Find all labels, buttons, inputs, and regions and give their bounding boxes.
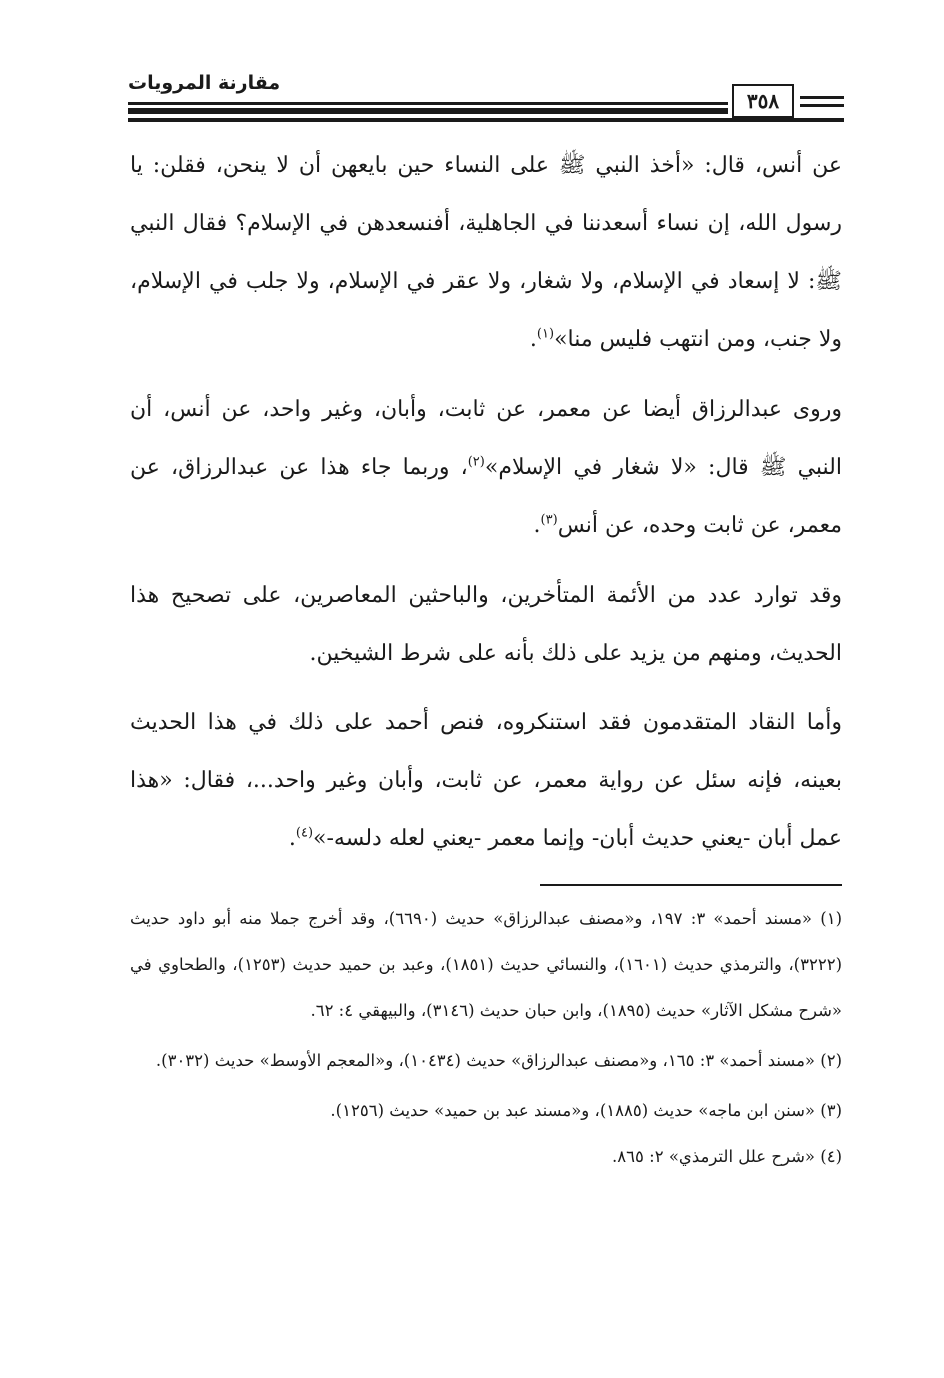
- footnote-ref: (٤): [295, 825, 314, 841]
- paragraph: [130, 137, 842, 369]
- header-rule: [128, 108, 728, 114]
- footnote: (٢) «مسند أحمد» ٣: ١٦٥، و«مصنف عبدالرزاق» حديث (١٠٤٣٤)، و«المعجم الأوسط» حديث (٣٠٣٢).: [155, 1051, 842, 1070]
- paragraph-text: عن أنس، قال: «أخذ النبي ﷺ على النساء حين بايعهن أن لا ينحن، فقلن: يا رسول الله، إن نساء أسعدننا في الجاهلية، أفنسعدهن في الإسلام؟ فقال النبي ﷺ: لا إسعاد في الإسلام، ولا شغار، ولا عقر في الإسلام، ولا جلب في الإسلام، ولا جنب، ومن انتهب فليس منا»: [130, 153, 842, 352]
- footnote-ref: (٣): [540, 512, 558, 528]
- paragraph: [130, 381, 842, 555]
- paragraph-end: .: [529, 327, 537, 352]
- footnote-ref: (١): [536, 326, 555, 342]
- paragraph-end: .: [288, 826, 296, 851]
- footnotes: [130, 896, 842, 1180]
- header-rule: [128, 118, 844, 122]
- footnote-separator: [540, 884, 842, 886]
- header-rule: [800, 96, 844, 99]
- header-rule: [128, 102, 728, 105]
- paragraph-text: ، وربما جاء هذا عن عبدالرزاق، عن معمر، عن ثابت وحده، عن أنس: [130, 455, 842, 538]
- footnote: (٤) «شرح علل الترمذي» ٢: ٨٦٥.: [612, 1147, 842, 1166]
- footnote: (١) «مسند أحمد» ٣: ١٩٧، و«مصنف عبدالرزاق» حديث (٦٦٩٠)، وقد أخرج جملا منه أبو داود حديث (٣٢٢٢)، والترمذي حديث (١٦٠١)، والنسائي حديث (١٨٥١)، وعبد بن حميد حديث (١٢٥٣)، والطحاوي في «شرح مشكل الآثار» حديث (١٨٩٥)، وابن حبان حديث (٣١٤٦)، والبيهقي ٤: ٦٢.: [130, 909, 842, 1020]
- page-header: [128, 68, 844, 126]
- paragraph-end: .: [533, 513, 541, 538]
- running-title: مقارنة المرويات: [128, 72, 281, 94]
- paragraph-text: وروى عبدالرزاق أيضا عن معمر، عن ثابت، وأبان، وغير واحد، عن أنس، أن النبي ﷺ قال: «لا شغار في الإسلام»: [130, 397, 842, 480]
- footnote-ref: (٢): [467, 454, 485, 470]
- paragraph-text: وقد توارد عدد من الأئمة المتأخرين، والباحثين المعاصرين، على تصحيح هذا الحديث، ومنهم من يزيد على ذلك بأنه على شرط الشيخين.: [130, 583, 842, 666]
- footnote: (٣) «سنن ابن ماجه» حديث (١٨٨٥)، و«مسند عبد بن حميد» حديث (١٢٥٦).: [330, 1101, 842, 1120]
- paragraph-text: وأما النقاد المتقدمون فقد استنكروه، فنص أحمد على ذلك في هذا الحديث بعينه، فإنه سئل عن رواية معمر، عن ثابت، وأبان وغير واحد...، فقال: «هذا عمل أبان -يعني حديث أبان- وإنما معمر -يعني لعله دلسه-»: [130, 710, 842, 851]
- paragraph: [130, 694, 842, 868]
- paragraph: [130, 567, 842, 683]
- header-rule: [800, 104, 844, 107]
- page-number: ٣٥٨: [732, 84, 794, 118]
